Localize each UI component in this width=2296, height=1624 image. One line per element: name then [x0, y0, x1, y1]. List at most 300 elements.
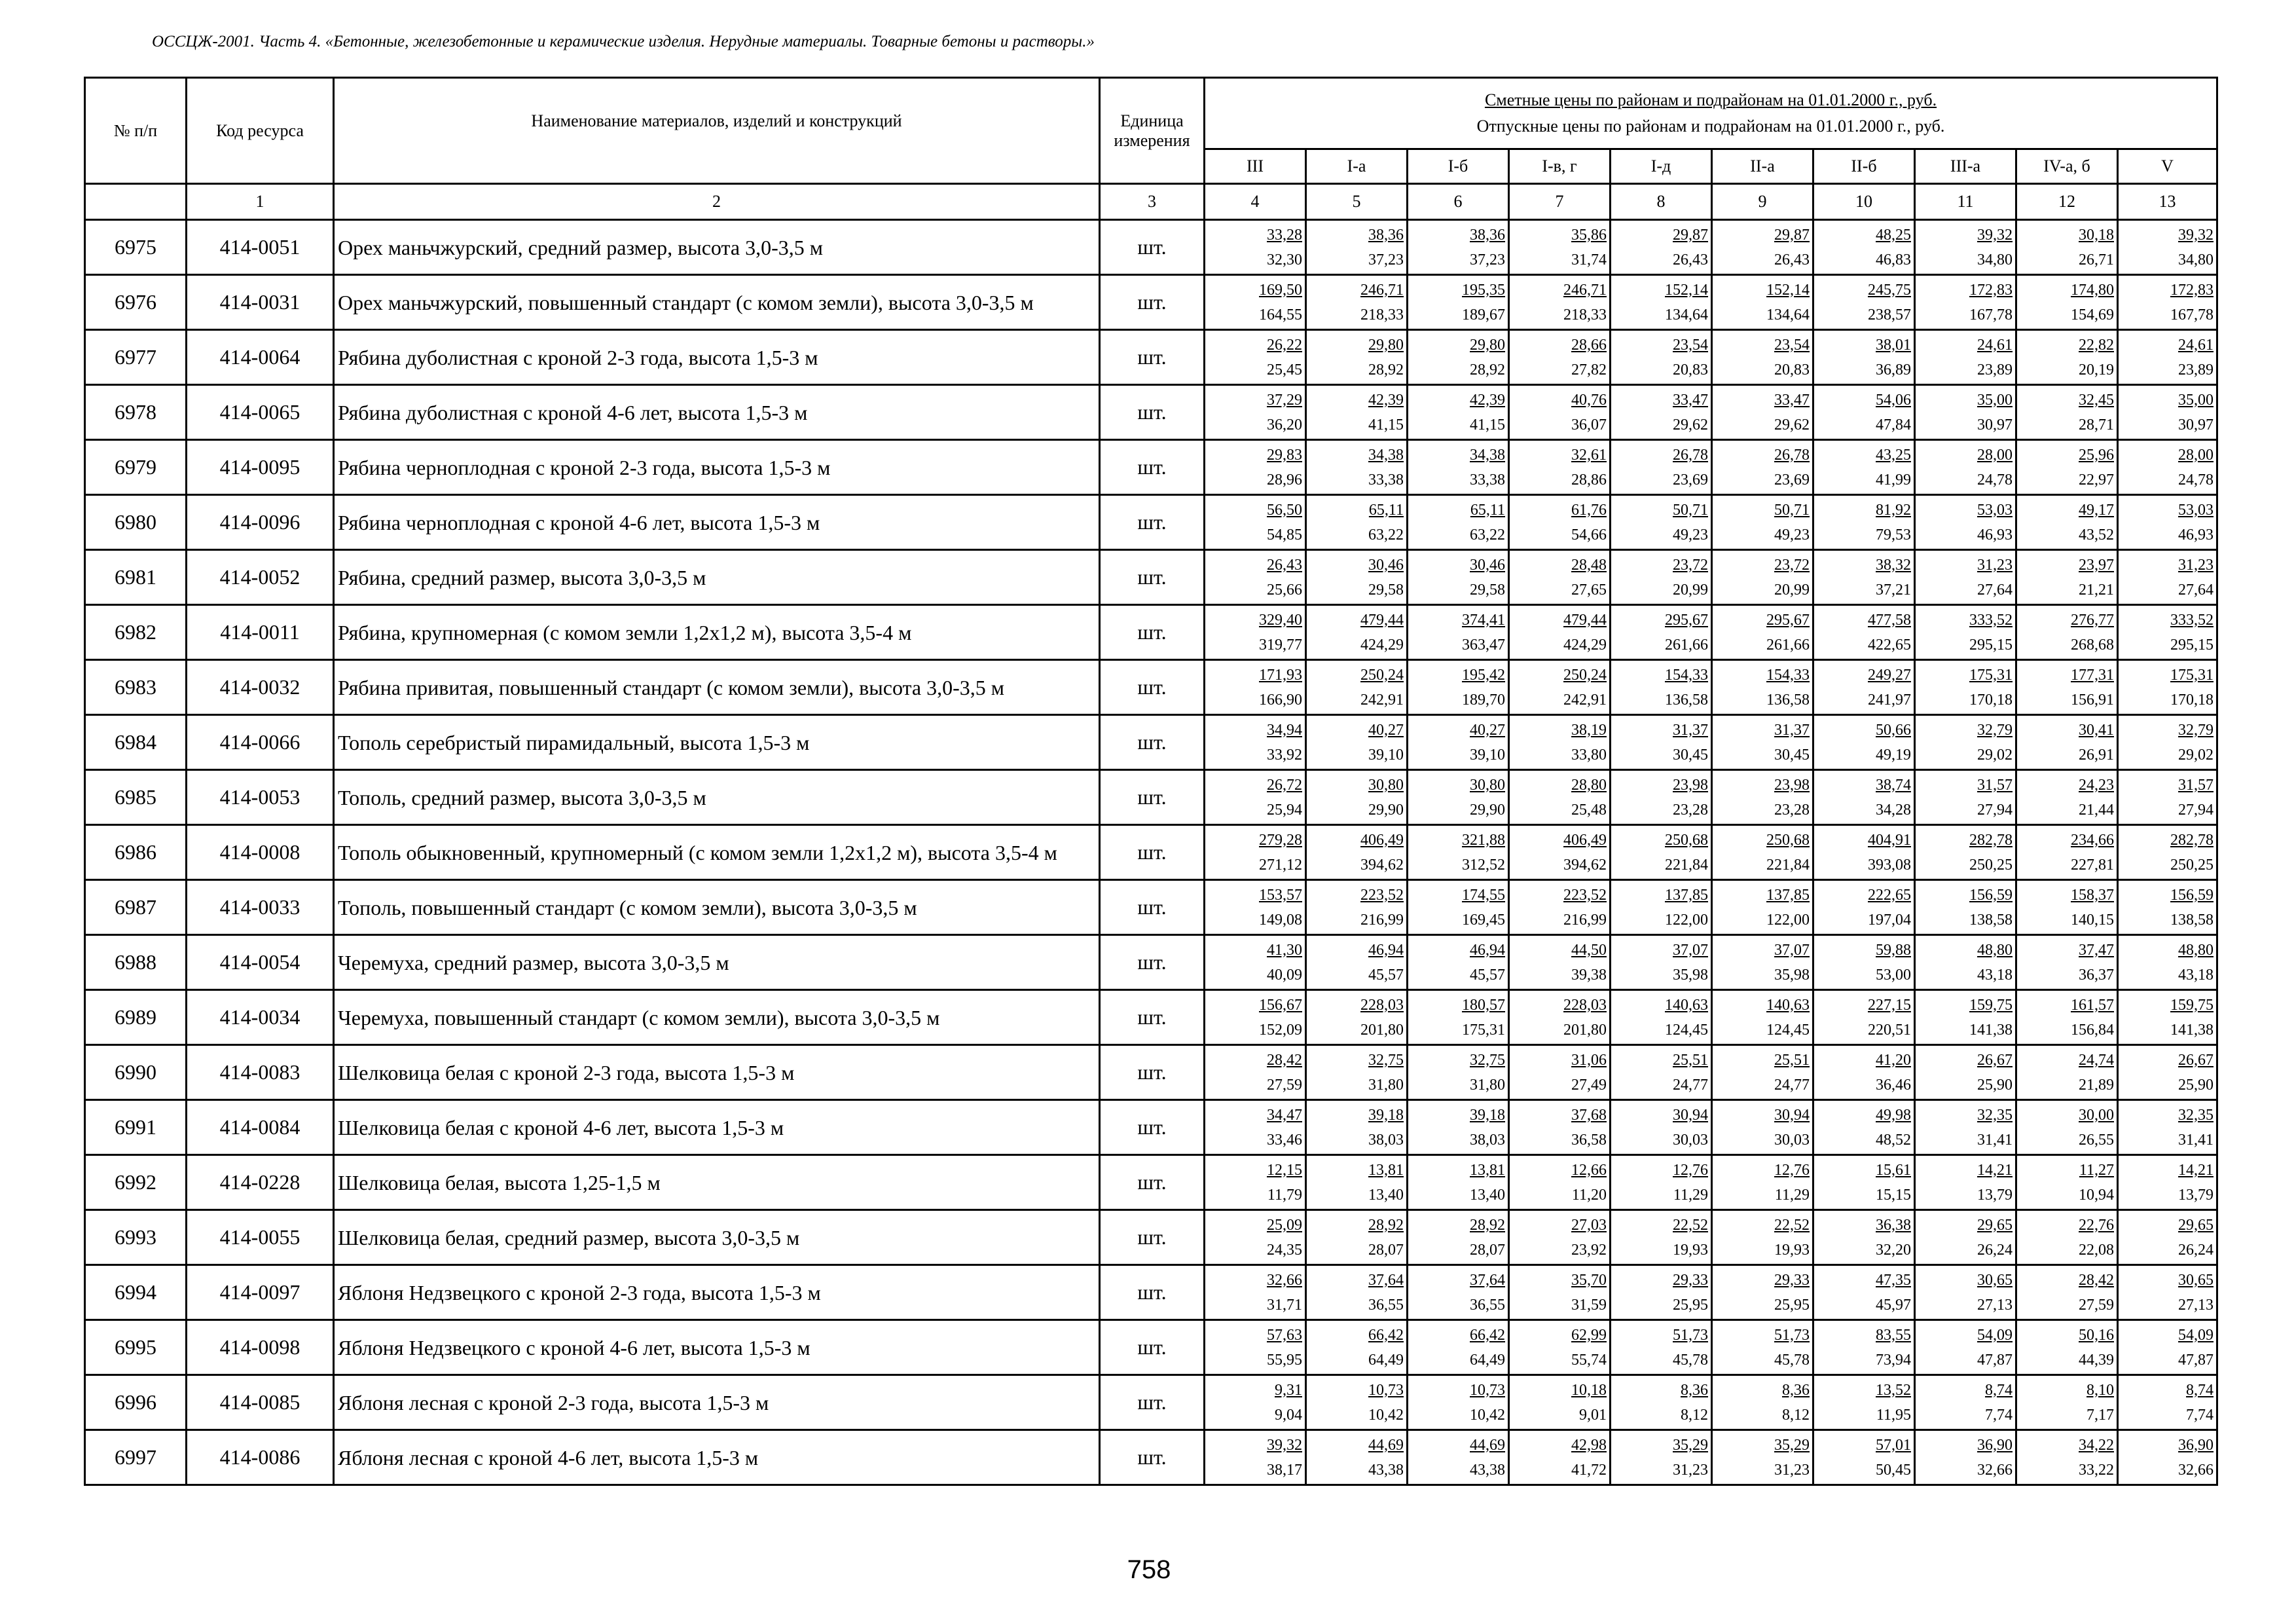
estimated-price: 159,75 [1969, 996, 2013, 1014]
price-cell [2118, 1320, 2217, 1375]
estimated-price: 54,09 [2178, 1326, 2214, 1344]
header-prices-estimated: Сметные цены по районам и подрайонам на 01.01.2000 г., руб. [1484, 90, 1937, 109]
release-price: 36,89 [1876, 361, 1911, 378]
release-price: 22,08 [2079, 1241, 2114, 1259]
unit-cell: шт. [1100, 385, 1205, 440]
estimated-price: 34,47 [1267, 1106, 1302, 1124]
price-cell [1712, 220, 1813, 275]
estimated-price: 228,03 [1360, 996, 1404, 1014]
release-price: 39,38 [1571, 966, 1607, 984]
release-price: 20,99 [1673, 581, 1708, 599]
price-cell [1813, 440, 1915, 495]
estimated-price: 137,85 [1665, 886, 1708, 904]
release-price: 124,45 [1665, 1021, 1708, 1039]
price-cell [2118, 385, 2217, 440]
estimated-price: 8,10 [2086, 1381, 2114, 1399]
price-cell [1712, 1155, 1813, 1210]
price-cell [1915, 605, 2016, 660]
release-price: 47,87 [2178, 1351, 2214, 1369]
price-cell [1712, 1100, 1813, 1155]
column-number: 4 [1205, 184, 1306, 220]
release-price: 28,92 [1368, 361, 1404, 378]
resource-code: 414-0096 [187, 495, 334, 550]
estimated-price: 10,73 [1470, 1381, 1505, 1399]
price-cell [1611, 1155, 1712, 1210]
price-cell [1611, 495, 1712, 550]
estimated-price: 172,83 [1969, 281, 2013, 299]
release-price: 32,30 [1267, 251, 1302, 268]
price-cell [1509, 935, 1611, 990]
row-number: 6991 [85, 1100, 187, 1155]
price-cell [1611, 1375, 1712, 1430]
estimated-price: 46,94 [1470, 941, 1505, 959]
table-row [85, 880, 2217, 935]
unit-cell: шт. [1100, 880, 1205, 935]
price-cell [1813, 880, 1915, 935]
estimated-price: 25,96 [2079, 446, 2114, 464]
price-cell [1915, 825, 2016, 880]
estimated-price: 279,28 [1259, 831, 1302, 849]
price-cell [1408, 605, 1509, 660]
price-cell [2016, 220, 2118, 275]
row-number: 6984 [85, 715, 187, 770]
price-cell [1509, 1210, 1611, 1265]
estimated-price: 40,27 [1368, 721, 1404, 739]
material-name: Рябина, средний размер, высота 3,0-3,5 м [334, 550, 1100, 605]
release-price: 122,00 [1665, 911, 1708, 929]
price-cell [1813, 1210, 1915, 1265]
price-cell [1813, 330, 1915, 385]
release-price: 271,12 [1259, 856, 1302, 874]
price-cell [1915, 1265, 2016, 1320]
price-cell [1915, 990, 2016, 1045]
estimated-price: 10,18 [1571, 1381, 1607, 1399]
estimated-price: 48,25 [1876, 226, 1911, 244]
estimated-price: 8,74 [1985, 1381, 2013, 1399]
price-cell [1509, 220, 1611, 275]
release-price: 27,64 [1977, 581, 2013, 599]
column-number: 5 [1306, 184, 1408, 220]
price-cell [2016, 715, 2118, 770]
table-row [85, 1430, 2217, 1485]
price-cell [1509, 1265, 1611, 1320]
material-name: Шелковица белая с кроной 2-3 года, высота 1,5-3 м [334, 1045, 1100, 1100]
price-cell [1408, 385, 1509, 440]
price-cell [2118, 275, 2217, 330]
estimated-price: 26,22 [1267, 336, 1302, 354]
estimated-price: 29,33 [1673, 1271, 1708, 1289]
release-price: 295,15 [1969, 636, 2013, 654]
estimated-price: 177,31 [2071, 666, 2114, 684]
estimated-price: 66,42 [1470, 1326, 1505, 1344]
estimated-price: 250,68 [1665, 831, 1708, 849]
header-region: III [1205, 149, 1306, 184]
estimated-price: 40,27 [1470, 721, 1505, 739]
price-cell [1205, 1430, 1306, 1485]
release-price: 33,38 [1470, 471, 1505, 489]
material-name: Черемуха, повышенный стандарт (с комом земли), высота 3,0-3,5 м [334, 990, 1100, 1045]
unit-cell: шт. [1100, 1155, 1205, 1210]
price-cell [2118, 660, 2217, 715]
release-price: 10,42 [1368, 1406, 1404, 1424]
estimated-price: 156,59 [1969, 886, 2013, 904]
resource-code: 414-0032 [187, 660, 334, 715]
price-cell [1509, 330, 1611, 385]
price-cell [1509, 1430, 1611, 1485]
estimated-price: 66,42 [1368, 1326, 1404, 1344]
estimated-price: 169,50 [1259, 281, 1302, 299]
price-cell [1509, 440, 1611, 495]
price-cell [1306, 880, 1408, 935]
price-cell [1205, 1155, 1306, 1210]
estimated-price: 30,94 [1774, 1106, 1810, 1124]
price-cell [1915, 1375, 2016, 1430]
price-cell [2016, 825, 2118, 880]
price-cell [2016, 550, 2118, 605]
row-number: 6986 [85, 825, 187, 880]
release-price: 37,23 [1368, 251, 1404, 268]
material-name: Шелковица белая, средний размер, высота 3,0-3,5 м [334, 1210, 1100, 1265]
price-cell [1205, 220, 1306, 275]
release-price: 29,58 [1470, 581, 1505, 599]
estimated-price: 22,52 [1673, 1216, 1708, 1234]
release-price: 201,80 [1563, 1021, 1607, 1039]
price-cell [1408, 1100, 1509, 1155]
price-cell [1408, 1320, 1509, 1375]
release-price: 35,98 [1673, 966, 1708, 984]
price-cell [2016, 1100, 2118, 1155]
header-region: I-в, г [1509, 149, 1611, 184]
estimated-price: 42,39 [1470, 391, 1505, 409]
price-cell [1306, 220, 1408, 275]
price-cell [2016, 440, 2118, 495]
release-price: 30,45 [1774, 746, 1810, 764]
unit-cell: шт. [1100, 990, 1205, 1045]
release-price: 26,24 [2178, 1241, 2214, 1259]
estimated-price: 374,41 [1462, 611, 1505, 629]
release-price: 27,65 [1571, 581, 1607, 599]
header-region: I-б [1408, 149, 1509, 184]
release-price: 40,09 [1267, 966, 1302, 984]
release-price: 9,04 [1275, 1406, 1302, 1424]
release-price: 36,55 [1470, 1296, 1505, 1314]
price-cell [1205, 440, 1306, 495]
estimated-price: 37,68 [1571, 1106, 1607, 1124]
unit-cell: шт. [1100, 1210, 1205, 1265]
release-price: 43,18 [1977, 966, 2013, 984]
release-price: 31,23 [1673, 1461, 1708, 1479]
material-name: Рябина черноплодная с кроной 2-3 года, высота 1,5-3 м [334, 440, 1100, 495]
resource-code: 414-0098 [187, 1320, 334, 1375]
release-price: 45,78 [1673, 1351, 1708, 1369]
estimated-price: 29,80 [1470, 336, 1505, 354]
table-row [85, 1265, 2217, 1320]
price-cell [2016, 1155, 2118, 1210]
price-cell [2016, 880, 2118, 935]
table-row [85, 715, 2217, 770]
price-cell [1813, 220, 1915, 275]
estimated-price: 34,38 [1470, 446, 1505, 464]
header-region: II-а [1712, 149, 1813, 184]
release-price: 43,18 [2178, 966, 2214, 984]
release-price: 25,90 [1977, 1076, 2013, 1094]
price-cell [1915, 1155, 2016, 1210]
release-price: 30,97 [2178, 416, 2214, 434]
price-cell [1813, 605, 1915, 660]
release-price: 30,45 [1673, 746, 1708, 764]
unit-cell: шт. [1100, 220, 1205, 275]
table-row [85, 495, 2217, 550]
row-number: 6995 [85, 1320, 187, 1375]
release-price: 31,59 [1571, 1296, 1607, 1314]
price-cell [1915, 330, 2016, 385]
release-price: 28,92 [1470, 361, 1505, 378]
release-price: 24,78 [1977, 471, 2013, 489]
column-number: 8 [1611, 184, 1712, 220]
estimated-price: 29,87 [1673, 226, 1708, 244]
release-price: 221,84 [1766, 856, 1810, 874]
estimated-price: 161,57 [2071, 996, 2114, 1014]
estimated-price: 37,47 [2079, 941, 2114, 959]
price-cell [2118, 1155, 2217, 1210]
release-price: 13,79 [2178, 1186, 2214, 1204]
price-cell [1509, 550, 1611, 605]
release-price: 156,91 [2071, 691, 2114, 709]
price-cell [2016, 1265, 2118, 1320]
estimated-price: 180,57 [1462, 996, 1505, 1014]
release-price: 43,38 [1470, 1461, 1505, 1479]
release-price: 34,80 [2178, 251, 2214, 268]
estimated-price: 228,03 [1563, 996, 1607, 1014]
release-price: 25,95 [1673, 1296, 1708, 1314]
release-price: 46,83 [1876, 251, 1911, 268]
unit-cell: шт. [1100, 715, 1205, 770]
price-cell [1611, 1320, 1712, 1375]
release-price: 32,20 [1876, 1241, 1911, 1259]
release-price: 25,95 [1774, 1296, 1810, 1314]
estimated-price: 28,80 [1571, 776, 1607, 794]
release-price: 9,01 [1579, 1406, 1607, 1424]
estimated-price: 245,75 [1868, 281, 1911, 299]
release-price: 167,78 [2170, 306, 2214, 323]
header-num: № п/п [85, 78, 187, 184]
material-name: Тополь обыкновенный, крупномерный (с комом земли 1,2x1,2 м), высота 3,5-4 м [334, 825, 1100, 880]
release-price: 238,57 [1868, 306, 1911, 323]
release-price: 36,58 [1571, 1131, 1607, 1149]
estimated-price: 25,09 [1267, 1216, 1302, 1234]
estimated-price: 13,81 [1368, 1161, 1404, 1179]
resource-code: 414-0086 [187, 1430, 334, 1485]
release-price: 27,49 [1571, 1076, 1607, 1094]
estimated-price: 28,92 [1470, 1216, 1505, 1234]
price-cell [1712, 770, 1813, 825]
price-cell [1306, 605, 1408, 660]
price-cell [1205, 1265, 1306, 1320]
release-price: 394,62 [1360, 856, 1404, 874]
price-cell [1509, 495, 1611, 550]
release-price: 136,58 [1665, 691, 1708, 709]
estimated-price: 32,35 [1977, 1106, 2013, 1124]
price-cell [1611, 330, 1712, 385]
estimated-price: 24,74 [2079, 1051, 2114, 1069]
release-price: 141,38 [2170, 1021, 2214, 1039]
estimated-price: 36,90 [1977, 1436, 2013, 1454]
price-cell [1915, 550, 2016, 605]
estimated-price: 26,78 [1673, 446, 1708, 464]
estimated-price: 154,33 [1665, 666, 1708, 684]
row-number: 6997 [85, 1430, 187, 1485]
release-price: 41,99 [1876, 471, 1911, 489]
release-price: 48,52 [1876, 1131, 1911, 1149]
release-price: 41,15 [1368, 416, 1404, 434]
unit-cell: шт. [1100, 1045, 1205, 1100]
estimated-price: 42,39 [1368, 391, 1404, 409]
estimated-price: 32,66 [1267, 1271, 1302, 1289]
release-price: 175,31 [1462, 1021, 1505, 1039]
release-price: 170,18 [1969, 691, 2013, 709]
price-cell [1408, 220, 1509, 275]
price-cell [1915, 660, 2016, 715]
release-price: 166,90 [1259, 691, 1302, 709]
estimated-price: 43,25 [1876, 446, 1911, 464]
price-cell [1712, 935, 1813, 990]
release-price: 220,51 [1868, 1021, 1911, 1039]
release-price: 19,93 [1774, 1241, 1810, 1259]
price-cell [1813, 935, 1915, 990]
price-cell [1205, 1320, 1306, 1375]
estimated-price: 25,51 [1673, 1051, 1708, 1069]
release-price: 20,83 [1774, 361, 1810, 378]
release-price: 312,52 [1462, 856, 1505, 874]
estimated-price: 32,79 [2178, 721, 2214, 739]
release-price: 55,95 [1267, 1351, 1302, 1369]
release-price: 54,66 [1571, 526, 1607, 544]
price-cell [1205, 770, 1306, 825]
price-cell [2118, 220, 2217, 275]
release-price: 49,19 [1876, 746, 1911, 764]
release-price: 363,47 [1462, 636, 1505, 654]
estimated-price: 54,09 [1977, 1326, 2013, 1344]
price-cell [1813, 1265, 1915, 1320]
estimated-price: 37,64 [1368, 1271, 1404, 1289]
price-cell [1306, 1155, 1408, 1210]
estimated-price: 234,66 [2071, 831, 2114, 849]
release-price: 38,03 [1368, 1131, 1404, 1149]
estimated-price: 46,94 [1368, 941, 1404, 959]
estimated-price: 35,70 [1571, 1271, 1607, 1289]
price-cell [1408, 715, 1509, 770]
release-price: 393,08 [1868, 856, 1911, 874]
price-cell [1712, 880, 1813, 935]
price-cell [1509, 715, 1611, 770]
resource-code: 414-0066 [187, 715, 334, 770]
row-number: 6975 [85, 220, 187, 275]
estimated-price: 50,66 [1876, 721, 1911, 739]
estimated-price: 48,80 [2178, 941, 2214, 959]
table-row [85, 935, 2217, 990]
estimated-price: 65,11 [1368, 501, 1404, 519]
release-price: 35,98 [1774, 966, 1810, 984]
estimated-price: 23,98 [1774, 776, 1810, 794]
estimated-price: 156,59 [2170, 886, 2214, 904]
estimated-price: 50,71 [1774, 501, 1810, 519]
release-price: 55,74 [1571, 1351, 1607, 1369]
release-price: 31,23 [1774, 1461, 1810, 1479]
release-price: 64,49 [1368, 1351, 1404, 1369]
price-cell [1611, 1045, 1712, 1100]
estimated-price: 30,46 [1368, 556, 1404, 574]
column-number: 9 [1712, 184, 1813, 220]
price-cell [1509, 385, 1611, 440]
price-cell [1205, 605, 1306, 660]
price-cell [1712, 275, 1813, 330]
release-price: 50,45 [1876, 1461, 1911, 1479]
estimated-price: 57,01 [1876, 1436, 1911, 1454]
estimated-price: 175,31 [2170, 666, 2214, 684]
material-name: Орех маньчжурский, повышенный стандарт (с комом земли), высота 3,0-3,5 м [334, 275, 1100, 330]
estimated-price: 27,03 [1571, 1216, 1607, 1234]
price-cell [1205, 330, 1306, 385]
release-price: 21,21 [2079, 581, 2114, 599]
price-cell [2016, 495, 2118, 550]
estimated-price: 35,29 [1774, 1436, 1810, 1454]
resource-code: 414-0083 [187, 1045, 334, 1100]
release-price: 37,21 [1876, 581, 1911, 599]
document-header: ОССЦЖ-2001. Часть 4. «Бетонные, железобетонные и керамические изделия. Нерудные материалы. Товарные бетоны и растворы.» [152, 33, 1095, 50]
estimated-price: 13,81 [1470, 1161, 1505, 1179]
resource-code: 414-0228 [187, 1155, 334, 1210]
price-cell [2118, 605, 2217, 660]
price-cell [1915, 880, 2016, 935]
table-row [85, 440, 2217, 495]
release-price: 34,28 [1876, 801, 1911, 819]
price-cell [1408, 880, 1509, 935]
price-cell [1306, 990, 1408, 1045]
estimated-price: 22,52 [1774, 1216, 1810, 1234]
price-cell [1509, 880, 1611, 935]
estimated-price: 83,55 [1876, 1326, 1911, 1344]
price-cell [1509, 1045, 1611, 1100]
table-row [85, 1155, 2217, 1210]
estimated-price: 32,45 [2079, 391, 2114, 409]
price-cell [1611, 990, 1712, 1045]
release-price: 31,41 [1977, 1131, 2013, 1149]
price-cell [1306, 330, 1408, 385]
estimated-price: 156,67 [1259, 996, 1302, 1014]
estimated-price: 158,37 [2071, 886, 2114, 904]
release-price: 33,92 [1267, 746, 1302, 764]
release-price: 31,80 [1368, 1076, 1404, 1094]
price-cell [1205, 275, 1306, 330]
estimated-price: 31,23 [1977, 556, 2013, 574]
release-price: 27,94 [1977, 801, 2013, 819]
estimated-price: 32,75 [1368, 1051, 1404, 1069]
estimated-price: 38,32 [1876, 556, 1911, 574]
release-price: 295,15 [2170, 636, 2214, 654]
estimated-price: 154,33 [1766, 666, 1810, 684]
price-cell [1813, 1375, 1915, 1430]
estimated-price: 49,98 [1876, 1106, 1911, 1124]
price-cell [1408, 1210, 1509, 1265]
release-price: 7,17 [2086, 1406, 2114, 1424]
unit-cell: шт. [1100, 1375, 1205, 1430]
price-cell [1306, 495, 1408, 550]
release-price: 30,97 [1977, 416, 2013, 434]
release-price: 24,77 [1673, 1076, 1708, 1094]
estimated-price: 15,61 [1876, 1161, 1911, 1179]
price-cell [1712, 1045, 1813, 1100]
material-name: Яблоня лесная с кроной 4-6 лет, высота 1,5-3 м [334, 1430, 1100, 1485]
